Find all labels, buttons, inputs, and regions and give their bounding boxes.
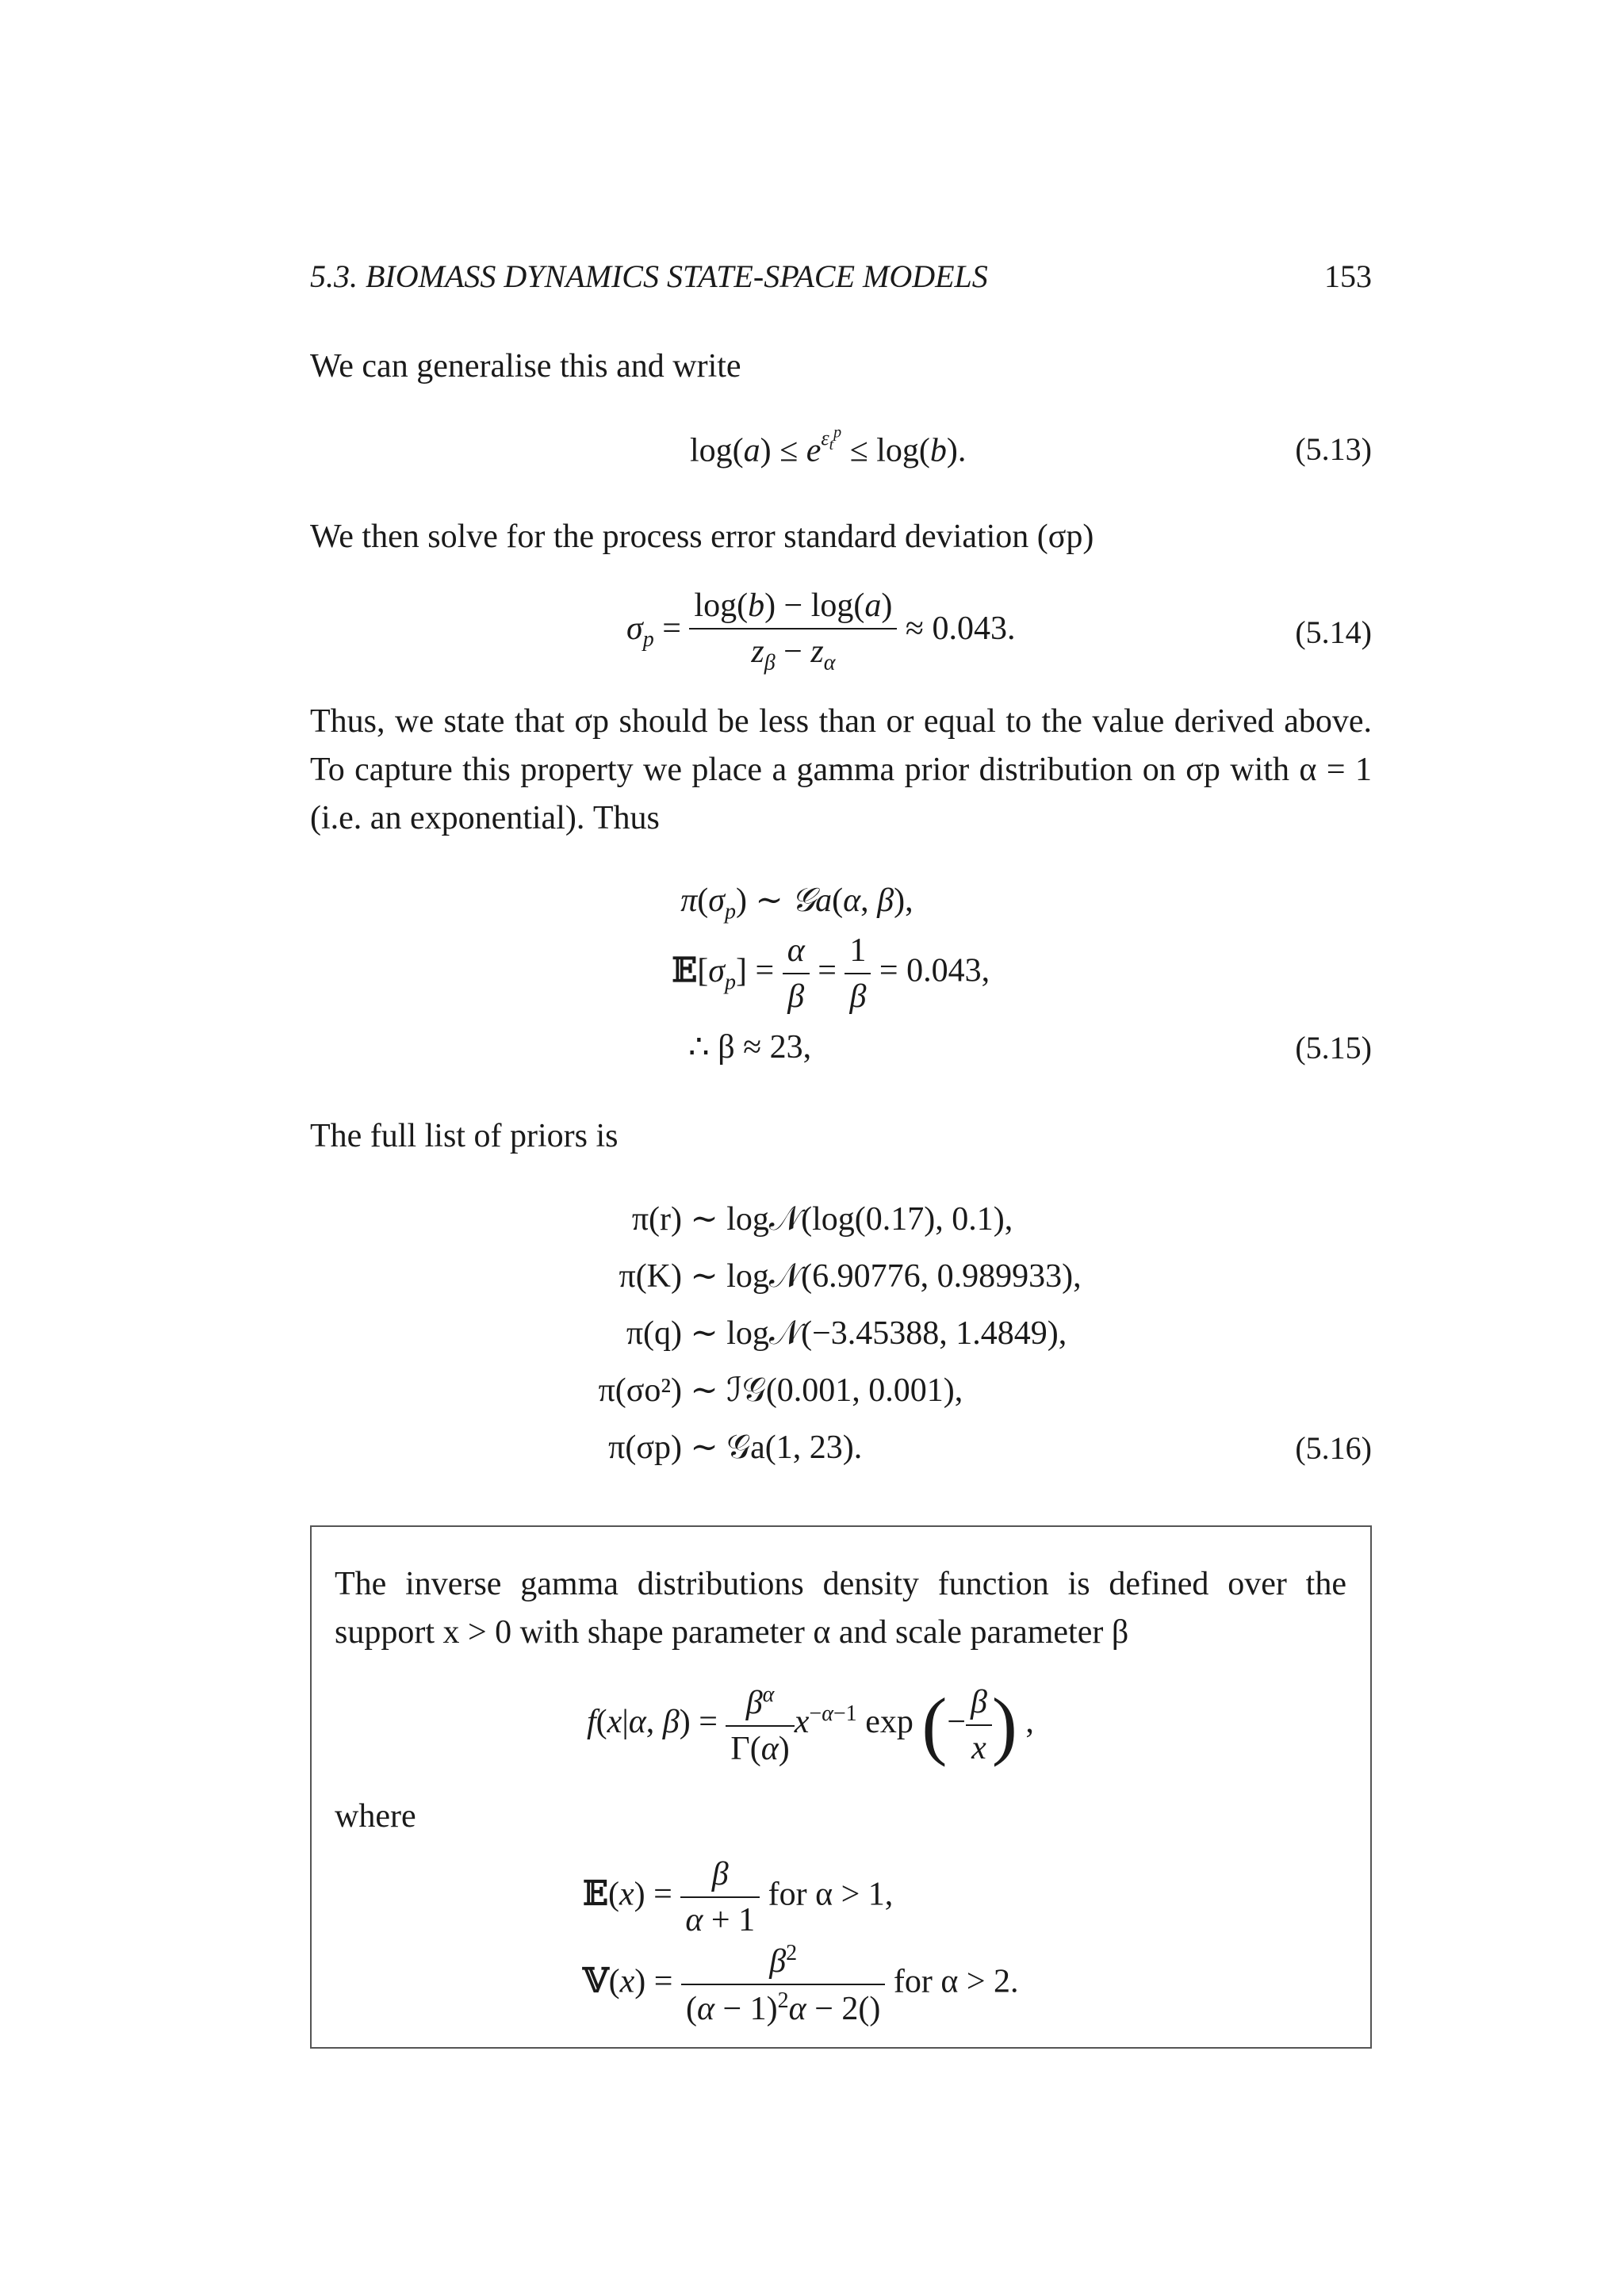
paragraph-priors-list: The full list of priors is [310, 1118, 619, 1154]
equation-5-15-line-3: ∴ β ≈ 23, [688, 1029, 812, 1066]
paragraph-intro: We can generalise this and write [310, 348, 741, 385]
equation-5-16-row: π(r) ∼ log𝒩(log(0.17), 0.1), [631, 1201, 1013, 1238]
equation-5-16-row: π(σo²) ∼ ℐ𝒢(0.001, 0.001), [598, 1372, 963, 1409]
equation-number-5-13: (5.13) [1295, 431, 1372, 467]
equation-number-5-16: (5.16) [1295, 1430, 1372, 1466]
equation-5-16-row: π(q) ∼ log𝒩(−3.45388, 1.4849), [626, 1315, 1067, 1352]
equation-5-15-value: = 0.043, [879, 952, 990, 989]
equation-5-14: $\sigma_p$ = $\frac{\log(b) - \log(a)}{z_\beta - z_\alpha}$ ≈ 0.043. [626, 587, 1016, 675]
running-head: 5.3. BIOMASS DYNAMICS STATE-SPACE MODELS [310, 258, 988, 294]
page-number: 153 [1324, 258, 1372, 294]
mean-condition: for α > 1, [768, 1876, 894, 1913]
equation-5-14-value: ≈ 0.043. [905, 610, 1016, 647]
paragraph-process-error: We then solve for the process error standard deviation (σp) [310, 519, 1094, 555]
box-where: where [335, 1798, 416, 1835]
equation-number-5-14: (5.14) [1295, 614, 1372, 650]
equation-5-16-row: π(K) ∼ log𝒩(6.90776, 0.989933), [619, 1258, 1082, 1295]
inverse-gamma-variance-equation: 𝕍(x) = $\frac{\beta^2}{(\alpha - 1)^2\alpha - 2()}$ for α > 2. [583, 1941, 1019, 2027]
equation-5-15-line-1: $\pi(\sigma_p)$ ∼ 𝒢a(α, β), [680, 880, 914, 924]
inverse-gamma-mean-equation: 𝔼(x) = $\frac{\beta}{\alpha + 1}$ for α > 1, [583, 1856, 894, 1938]
equation-number-5-15: (5.15) [1295, 1030, 1372, 1066]
equation-5-16-row: π(σp) ∼ 𝒢a(1, 23). [608, 1429, 863, 1466]
variance-condition: for α > 2. [893, 1963, 1019, 2000]
paragraph-gamma-prior: Thus, we state that σp should be less than or equal to the value derived above. To capture this property we place a gamma prior distribution on σp with α = 1 (i.e. an exponential). Thus [310, 703, 1372, 836]
equation-5-15-line-2: $𝔼[\sigma_p]$ = $\frac{\alpha}{\beta}$ = $\frac{1}{\beta}$ = 0.043, [672, 932, 990, 1015]
inverse-gamma-density-equation: f(x|α, β) = $\frac{\beta^\alpha}{\Gamma(\alpha)}$ $x^{-\alpha-1}$ exp (− $\frac{\beta}{x}$ ) , [587, 1682, 1034, 1767]
box-paragraph: The inverse gamma distributions density function is defined over the support x > 0 with shape parameter α and scale parameter β [335, 1566, 1346, 1651]
equation-5-13: $\log(a) \le e^{\varepsilon_t^p} \le \log(b)$. [690, 423, 967, 469]
